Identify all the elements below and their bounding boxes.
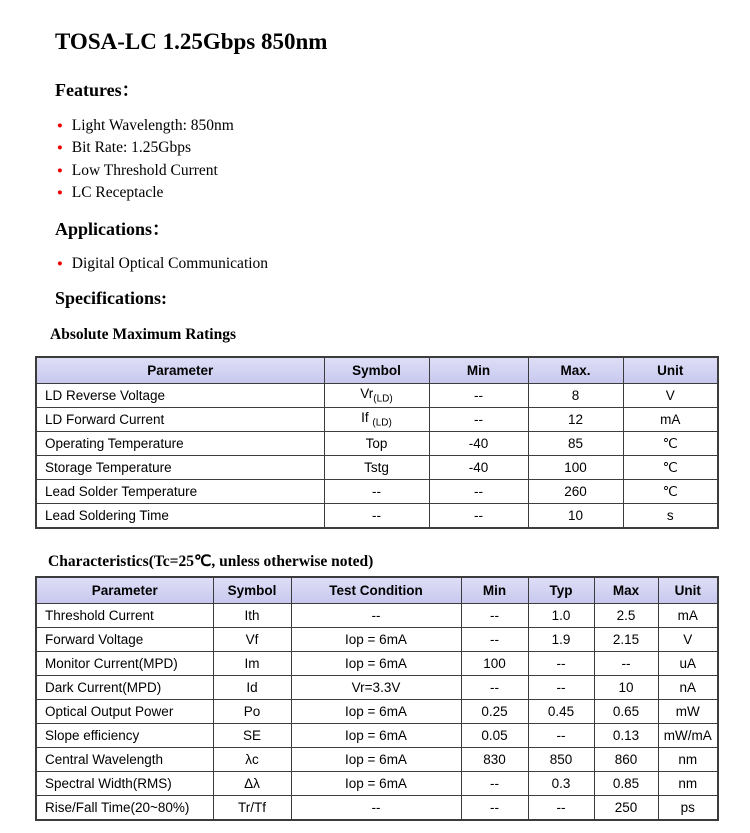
value-cell: -- bbox=[461, 676, 528, 700]
value-cell: Top bbox=[324, 432, 429, 456]
value-cell: V bbox=[623, 384, 718, 408]
parameter-cell: Slope efficiency bbox=[36, 724, 213, 748]
table-row bbox=[36, 384, 718, 408]
value-cell: -- bbox=[594, 652, 658, 676]
abs-max-ratings-table bbox=[35, 356, 719, 529]
value-cell: -- bbox=[429, 480, 528, 504]
value-cell: 2.15 bbox=[594, 628, 658, 652]
column-header: Test Condition bbox=[291, 577, 461, 604]
column-header: Unit bbox=[623, 357, 718, 384]
value-cell: -- bbox=[324, 480, 429, 504]
header-row bbox=[36, 577, 718, 604]
value-cell: Vf bbox=[213, 628, 291, 652]
value-cell: 250 bbox=[594, 796, 658, 821]
value-cell: mW bbox=[658, 700, 718, 724]
value-cell: -- bbox=[528, 724, 594, 748]
table-row bbox=[36, 676, 718, 700]
table-row bbox=[36, 700, 718, 724]
value-cell: Iop = 6mA bbox=[291, 724, 461, 748]
column-header: Min bbox=[429, 357, 528, 384]
value-cell: -- bbox=[528, 796, 594, 821]
table-row bbox=[36, 456, 718, 480]
value-cell: 0.3 bbox=[528, 772, 594, 796]
table-row bbox=[36, 652, 718, 676]
doc-title: TOSA-LC 1.25Gbps 850nm bbox=[55, 29, 328, 54]
feature-list bbox=[57, 115, 750, 205]
value-cell: 0.13 bbox=[594, 724, 658, 748]
value-cell: -40 bbox=[429, 432, 528, 456]
value-cell: -- bbox=[429, 384, 528, 408]
parameter-cell: LD Forward Current bbox=[36, 408, 324, 432]
characteristics-title: Characteristics(Tc=25℃, unless otherwise noted) bbox=[48, 553, 374, 571]
value-cell: $Vr_{(LD)}$ bbox=[324, 384, 429, 408]
value-cell: 0.85 bbox=[594, 772, 658, 796]
value-cell: ℃ bbox=[623, 480, 718, 504]
value-cell: 85 bbox=[528, 432, 623, 456]
feature-item: ● Bit Rate: 1.25Gbps bbox=[57, 137, 750, 159]
value-cell: nm bbox=[658, 748, 718, 772]
value-cell: mA bbox=[623, 408, 718, 432]
value-cell: -- bbox=[528, 676, 594, 700]
column-header: Max bbox=[594, 577, 658, 604]
value-cell: 850 bbox=[528, 748, 594, 772]
value-cell: 10 bbox=[528, 504, 623, 529]
column-header: Symbol bbox=[213, 577, 291, 604]
value-cell: 0.25 bbox=[461, 700, 528, 724]
value-cell: -40 bbox=[429, 456, 528, 480]
abs-max-ratings-title: Absolute Maximum Ratings bbox=[50, 326, 237, 344]
parameter-cell: Forward Voltage bbox=[36, 628, 213, 652]
column-header: Min bbox=[461, 577, 528, 604]
parameter-cell: Storage Temperature bbox=[36, 456, 324, 480]
table-row bbox=[36, 604, 718, 628]
value-cell: -- bbox=[461, 772, 528, 796]
value-cell: 100 bbox=[528, 456, 623, 480]
value-cell: ℃ bbox=[623, 456, 718, 480]
table-row bbox=[36, 480, 718, 504]
value-cell: 2.5 bbox=[594, 604, 658, 628]
value-cell: Δλ bbox=[213, 772, 291, 796]
parameter-cell: Threshold Current bbox=[36, 604, 213, 628]
value-cell: ℃ bbox=[623, 432, 718, 456]
feature-item: ● Light Wavelength: 850nm bbox=[57, 115, 750, 137]
parameter-cell: Lead Solder Temperature bbox=[36, 480, 324, 504]
parameter-cell: Monitor Current(MPD) bbox=[36, 652, 213, 676]
value-cell: Iop = 6mA bbox=[291, 748, 461, 772]
value-cell: Iop = 6mA bbox=[291, 628, 461, 652]
application-list bbox=[57, 253, 750, 275]
value-cell: Tr/Tf bbox=[213, 796, 291, 821]
value-cell: uA bbox=[658, 652, 718, 676]
table-row bbox=[36, 504, 718, 529]
parameter-cell: Lead Soldering Time bbox=[36, 504, 324, 529]
value-cell: 12 bbox=[528, 408, 623, 432]
table-row bbox=[36, 772, 718, 796]
value-cell: 260 bbox=[528, 480, 623, 504]
value-cell: nA bbox=[658, 676, 718, 700]
feature-item: ● LC Receptacle bbox=[57, 182, 750, 204]
column-header: Typ bbox=[528, 577, 594, 604]
parameter-cell: Operating Temperature bbox=[36, 432, 324, 456]
value-cell: If $_{(LD)}$ bbox=[324, 408, 429, 432]
table-row bbox=[36, 432, 718, 456]
value-cell: s bbox=[623, 504, 718, 529]
value-cell: -- bbox=[291, 796, 461, 821]
value-cell: nm bbox=[658, 772, 718, 796]
parameter-cell: Dark Current(MPD) bbox=[36, 676, 213, 700]
parameter-cell: Rise/Fall Time(20~80%) bbox=[36, 796, 213, 821]
applications-heading: Applications： bbox=[55, 218, 171, 239]
value-cell: Vr=3.3V bbox=[291, 676, 461, 700]
application-item: ● Digital Optical Communication bbox=[57, 253, 750, 275]
parameter-cell: Optical Output Power bbox=[36, 700, 213, 724]
value-cell: Iop = 6mA bbox=[291, 652, 461, 676]
value-cell: Ith bbox=[213, 604, 291, 628]
value-cell: 1.0 bbox=[528, 604, 594, 628]
value-cell: 860 bbox=[594, 748, 658, 772]
column-header: Max. bbox=[528, 357, 623, 384]
table-row bbox=[36, 748, 718, 772]
value-cell: -- bbox=[461, 796, 528, 821]
column-header: Parameter bbox=[36, 357, 324, 384]
value-cell: -- bbox=[429, 408, 528, 432]
value-cell: 100 bbox=[461, 652, 528, 676]
characteristics-table bbox=[35, 576, 719, 821]
features-heading: Features： bbox=[55, 80, 140, 100]
value-cell: Iop = 6mA bbox=[291, 700, 461, 724]
parameter-cell: Spectral Width(RMS) bbox=[36, 772, 213, 796]
value-cell: 0.05 bbox=[461, 724, 528, 748]
value-cell: -- bbox=[461, 628, 528, 652]
column-header: Symbol bbox=[324, 357, 429, 384]
value-cell: 1.9 bbox=[528, 628, 594, 652]
value-cell: -- bbox=[324, 504, 429, 529]
value-cell: SE bbox=[213, 724, 291, 748]
value-cell: 8 bbox=[528, 384, 623, 408]
value-cell: λc bbox=[213, 748, 291, 772]
value-cell: Po bbox=[213, 700, 291, 724]
value-cell: 0.45 bbox=[528, 700, 594, 724]
value-cell: 830 bbox=[461, 748, 528, 772]
table-row bbox=[36, 628, 718, 652]
feature-item: ● Low Threshold Current bbox=[57, 160, 750, 182]
specifications-heading: Specifications: bbox=[55, 288, 167, 309]
value-cell: V bbox=[658, 628, 718, 652]
value-cell: Tstg bbox=[324, 456, 429, 480]
parameter-cell: Central Wavelength bbox=[36, 748, 213, 772]
value-cell: 0.65 bbox=[594, 700, 658, 724]
value-cell: mW/mA bbox=[658, 724, 718, 748]
value-cell: -- bbox=[528, 652, 594, 676]
column-header: Unit bbox=[658, 577, 718, 604]
value-cell: Iop = 6mA bbox=[291, 772, 461, 796]
table-row bbox=[36, 796, 718, 821]
value-cell: -- bbox=[291, 604, 461, 628]
value-cell: 10 bbox=[594, 676, 658, 700]
value-cell: Im bbox=[213, 652, 291, 676]
header-row bbox=[36, 357, 718, 384]
value-cell: Id bbox=[213, 676, 291, 700]
table-row bbox=[36, 408, 718, 432]
table-row bbox=[36, 724, 718, 748]
parameter-cell: LD Reverse Voltage bbox=[36, 384, 324, 408]
value-cell: mA bbox=[658, 604, 718, 628]
value-cell: -- bbox=[429, 504, 528, 529]
column-header: Parameter bbox=[36, 577, 213, 604]
value-cell: -- bbox=[461, 604, 528, 628]
value-cell: ps bbox=[658, 796, 718, 821]
